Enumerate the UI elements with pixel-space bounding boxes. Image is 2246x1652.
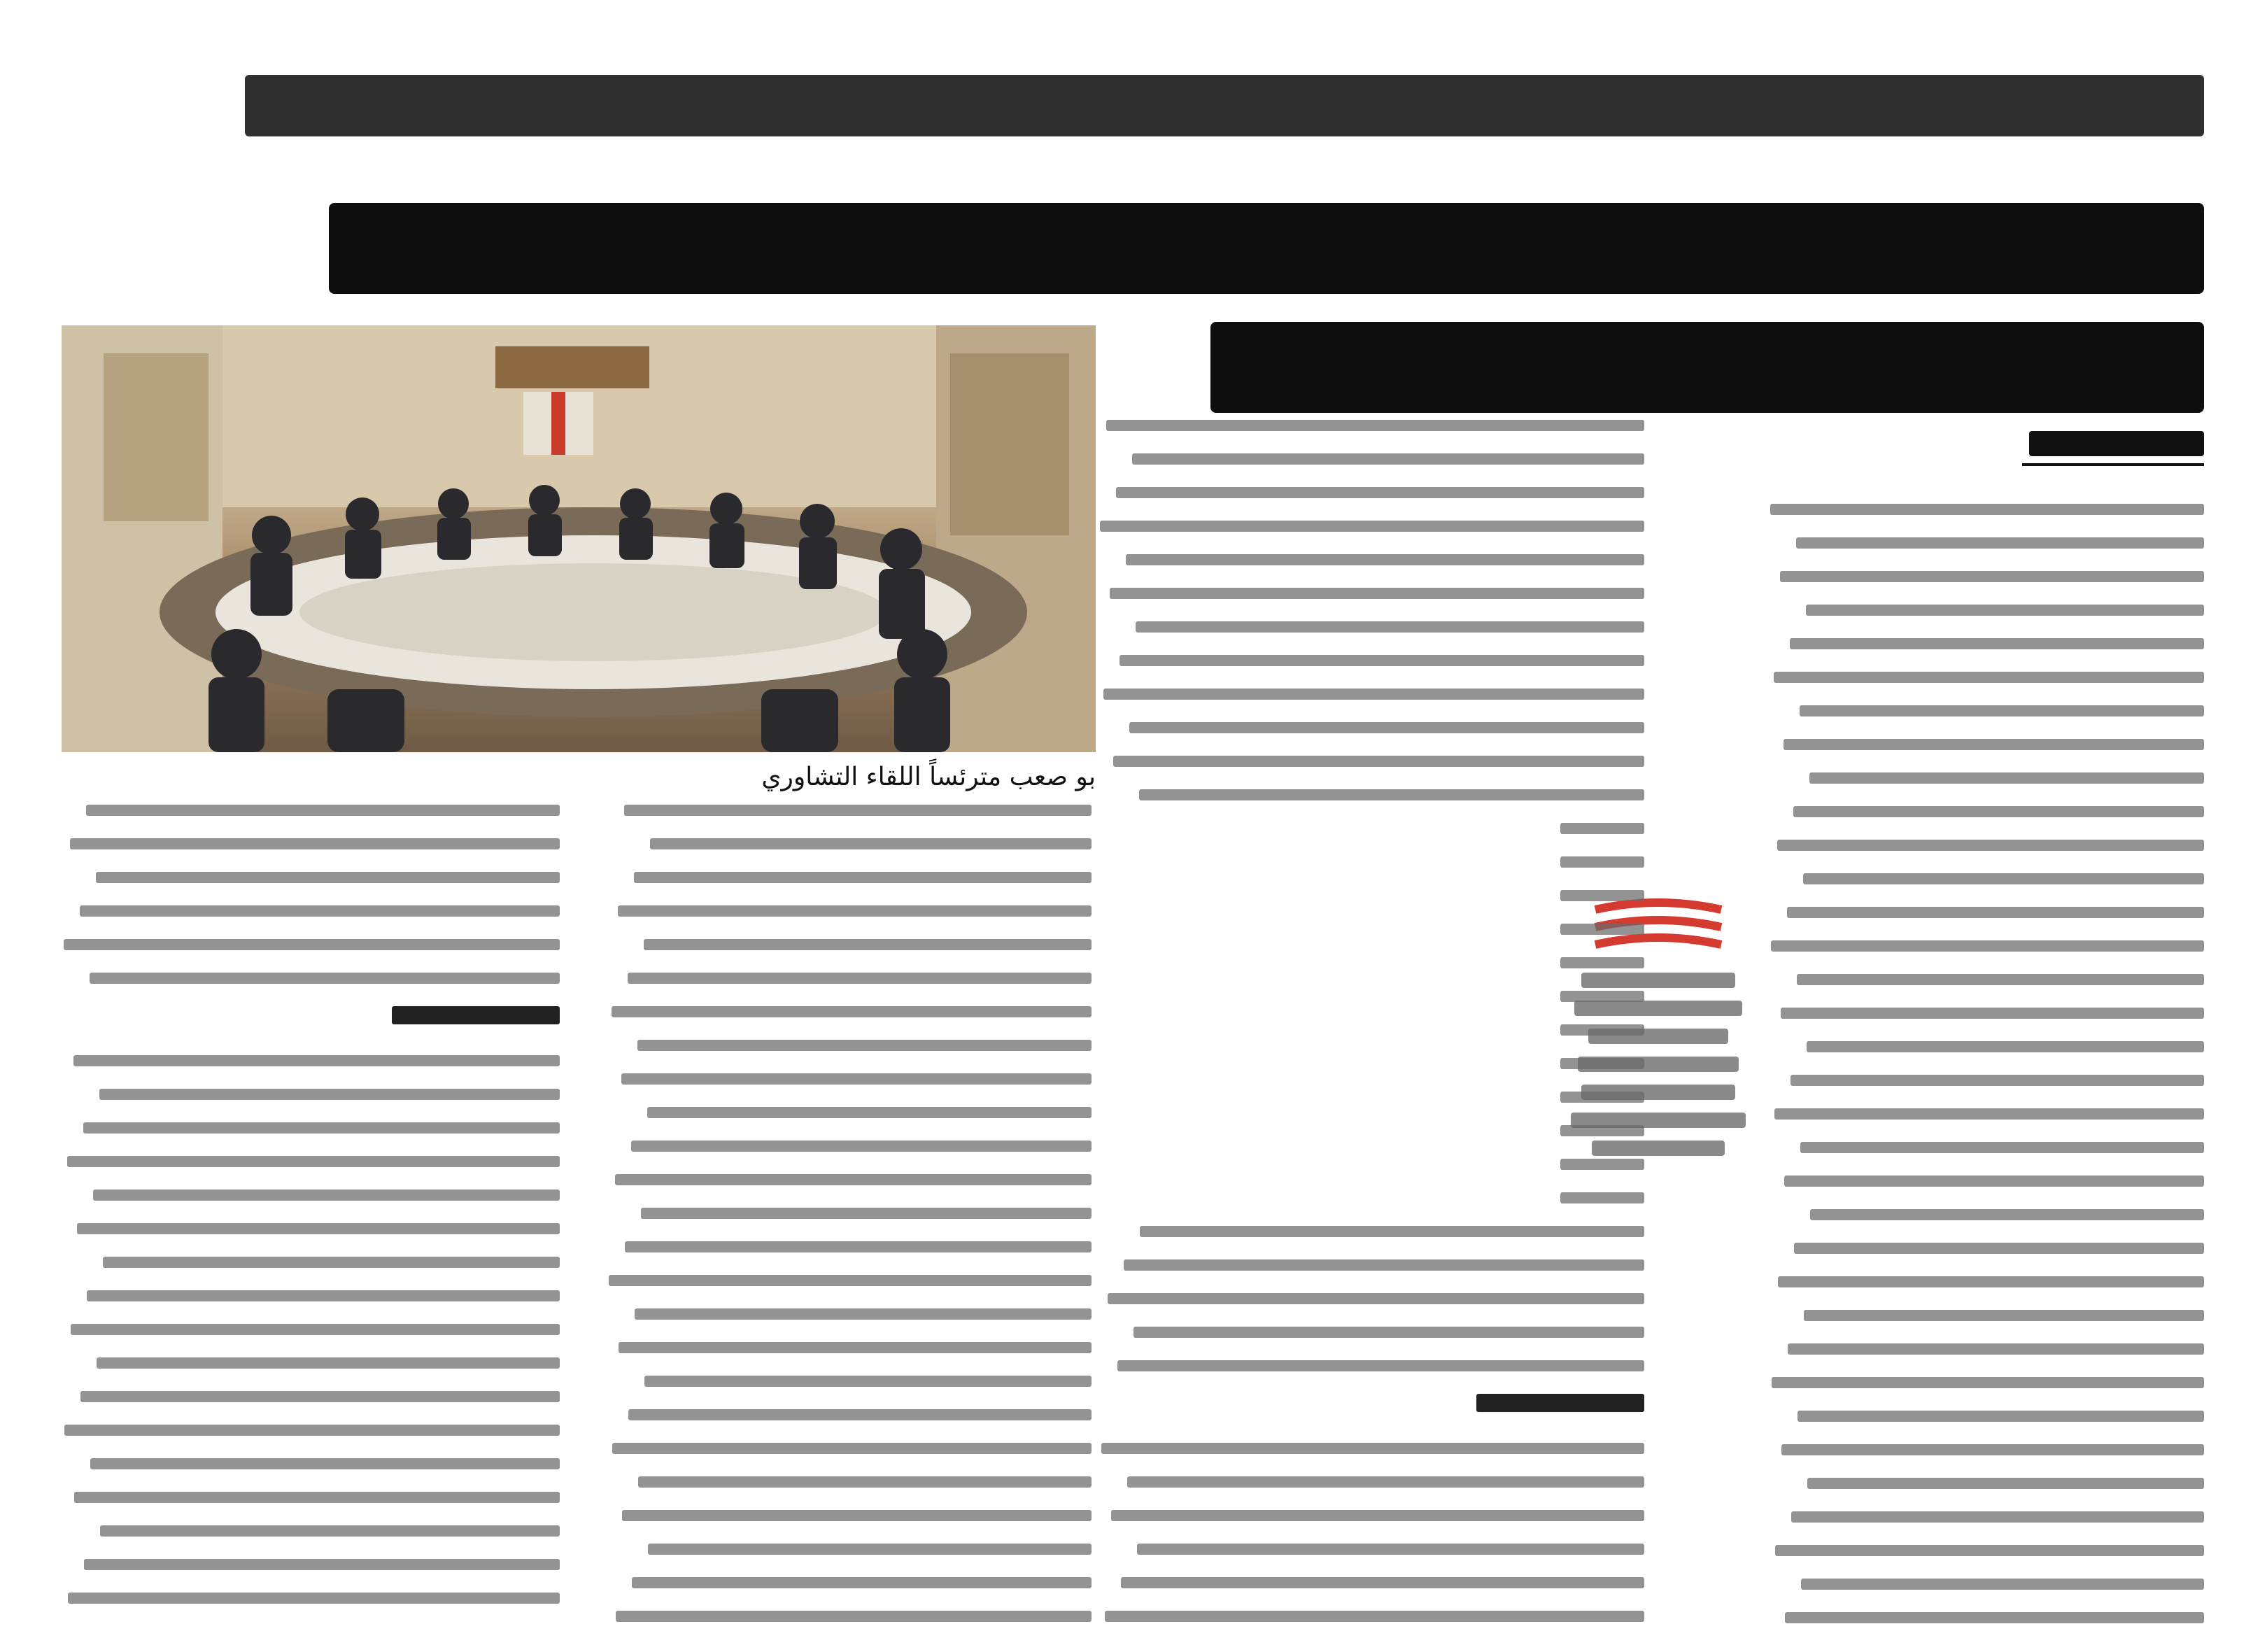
text-line bbox=[1103, 689, 1644, 700]
text-line bbox=[1785, 1612, 2204, 1623]
text-line bbox=[1108, 1293, 1644, 1304]
text-line bbox=[1139, 789, 1644, 800]
text-line bbox=[71, 1324, 560, 1335]
text-line bbox=[1774, 1108, 2204, 1120]
text-line bbox=[1127, 1476, 1644, 1488]
text-line bbox=[1787, 907, 2204, 918]
text-line bbox=[1560, 856, 1644, 868]
text-line bbox=[1116, 487, 1644, 498]
text-line bbox=[1810, 1209, 2204, 1220]
text-line bbox=[644, 1376, 1092, 1387]
text-line bbox=[631, 1141, 1092, 1152]
text-line bbox=[648, 1544, 1092, 1555]
text-line bbox=[1780, 571, 2204, 582]
text-line bbox=[1106, 420, 1644, 431]
text-line bbox=[628, 973, 1092, 984]
text-line bbox=[1794, 1243, 2204, 1254]
text-line bbox=[650, 838, 1092, 849]
text-line bbox=[90, 973, 560, 984]
text-line bbox=[68, 1593, 560, 1604]
text-line bbox=[624, 805, 1092, 816]
text-line bbox=[1101, 1443, 1644, 1454]
text-line bbox=[86, 805, 560, 816]
section-subheading bbox=[392, 1006, 560, 1024]
text-line bbox=[1140, 1226, 1644, 1237]
text-line bbox=[638, 1476, 1092, 1488]
text-line bbox=[77, 1223, 560, 1234]
text-line bbox=[1100, 521, 1644, 532]
text-line bbox=[87, 1290, 560, 1301]
text-line bbox=[83, 1122, 560, 1134]
main-headline-line-1 bbox=[329, 189, 2204, 294]
text-line bbox=[615, 1174, 1092, 1185]
text-line bbox=[1111, 1510, 1644, 1521]
text-line bbox=[1560, 924, 1644, 935]
text-line bbox=[1137, 1544, 1644, 1555]
text-line bbox=[1809, 772, 2204, 784]
text-line bbox=[1132, 453, 1644, 465]
text-line bbox=[1560, 991, 1644, 1002]
text-line bbox=[1791, 1075, 2204, 1086]
text-line bbox=[1560, 823, 1644, 834]
text-line bbox=[74, 1492, 560, 1503]
text-line bbox=[621, 1073, 1092, 1085]
text-line bbox=[618, 905, 1092, 917]
text-line bbox=[99, 1089, 560, 1100]
byline bbox=[2029, 427, 2204, 456]
text-line bbox=[103, 1257, 560, 1268]
section-subheading bbox=[1476, 1394, 1644, 1412]
text-line bbox=[1804, 1310, 2204, 1321]
text-line bbox=[1560, 1092, 1644, 1103]
text-line bbox=[632, 1577, 1092, 1588]
text-line bbox=[619, 1342, 1092, 1353]
text-line bbox=[622, 1510, 1092, 1521]
text-line bbox=[100, 1525, 560, 1537]
text-line bbox=[1121, 1577, 1644, 1588]
text-line bbox=[90, 1458, 560, 1469]
text-line bbox=[1105, 1611, 1644, 1622]
text-line bbox=[93, 1189, 560, 1201]
text-line bbox=[1807, 1478, 2204, 1489]
text-line bbox=[616, 1611, 1092, 1622]
text-line bbox=[1784, 739, 2204, 750]
text-line bbox=[1803, 873, 2204, 884]
text-line bbox=[1796, 537, 2204, 549]
text-line bbox=[1120, 655, 1644, 666]
text-line bbox=[73, 1055, 560, 1066]
text-line bbox=[1560, 1125, 1644, 1136]
text-line bbox=[1790, 638, 2204, 649]
text-line bbox=[612, 1006, 1092, 1017]
kicker-headline bbox=[245, 66, 2204, 136]
text-line bbox=[1129, 722, 1644, 733]
text-line bbox=[1560, 957, 1644, 968]
text-line bbox=[1777, 840, 2204, 851]
text-line bbox=[628, 1409, 1092, 1420]
text-line bbox=[1126, 554, 1644, 565]
text-line bbox=[612, 1443, 1092, 1454]
text-line bbox=[634, 872, 1092, 883]
text-line bbox=[1797, 1411, 2204, 1422]
text-line bbox=[1560, 890, 1644, 901]
text-line bbox=[1772, 1377, 2204, 1388]
text-line bbox=[641, 1208, 1092, 1219]
text-line bbox=[1801, 1579, 2204, 1590]
text-line bbox=[1788, 1343, 2204, 1355]
text-line bbox=[1117, 1360, 1644, 1371]
text-line bbox=[609, 1275, 1092, 1286]
text-line bbox=[97, 1357, 560, 1369]
main-headline-line-2 bbox=[1210, 308, 2204, 413]
text-line bbox=[96, 872, 560, 883]
text-line bbox=[1771, 940, 2204, 952]
text-line bbox=[1800, 1142, 2204, 1153]
byline-rule bbox=[2022, 463, 2204, 466]
text-line bbox=[1775, 1545, 2204, 1556]
text-line bbox=[64, 939, 560, 950]
text-line bbox=[1774, 672, 2204, 683]
text-line bbox=[1770, 504, 2204, 515]
text-line bbox=[1797, 974, 2204, 985]
text-line bbox=[1560, 1058, 1644, 1069]
photo-caption: بو صعب مترئساً اللقاء التشاوري bbox=[761, 763, 1096, 791]
text-line bbox=[644, 939, 1092, 950]
text-line bbox=[1136, 621, 1644, 633]
text-line bbox=[635, 1308, 1092, 1320]
text-line bbox=[1800, 705, 2204, 716]
text-line bbox=[64, 1425, 560, 1436]
text-line bbox=[1560, 1024, 1644, 1036]
text-line bbox=[1806, 605, 2204, 616]
text-line bbox=[1781, 1444, 2204, 1455]
text-line bbox=[1110, 588, 1644, 599]
text-line bbox=[1807, 1041, 2204, 1052]
text-line bbox=[1781, 1008, 2204, 1019]
text-line bbox=[1791, 1511, 2204, 1523]
text-line bbox=[70, 838, 560, 849]
meeting-photo bbox=[62, 325, 1096, 752]
text-line bbox=[80, 1391, 560, 1402]
text-line bbox=[1560, 1192, 1644, 1203]
text-line bbox=[1124, 1259, 1644, 1271]
text-line bbox=[1778, 1276, 2204, 1287]
text-line bbox=[647, 1107, 1092, 1118]
text-line bbox=[1784, 1176, 2204, 1187]
text-line bbox=[625, 1241, 1092, 1252]
text-line bbox=[1560, 1159, 1644, 1170]
meeting-photo-illustration bbox=[62, 325, 1096, 752]
text-line bbox=[637, 1040, 1092, 1051]
text-line bbox=[80, 905, 560, 917]
text-line bbox=[84, 1559, 560, 1570]
text-line bbox=[1133, 1327, 1644, 1338]
text-line bbox=[67, 1156, 560, 1167]
text-line bbox=[1113, 756, 1644, 767]
text-line bbox=[1793, 806, 2204, 817]
